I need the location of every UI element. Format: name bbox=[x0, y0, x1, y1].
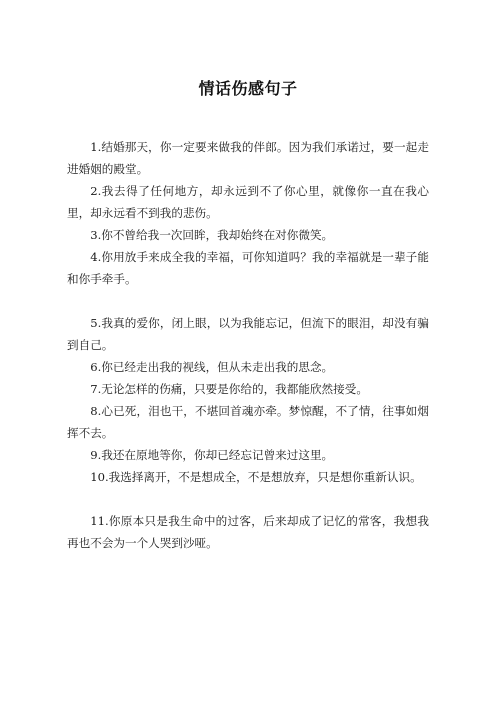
paragraph-11: 11.你原本只是我生命中的过客，后来却成了记忆的常客，我想我再也不会为一个人哭到沙哑。 bbox=[67, 514, 429, 550]
paragraph-3: 3.你不曾给我一次回眸，我却始终在对你微笑。 bbox=[90, 228, 334, 242]
document-body bbox=[67, 136, 429, 554]
paragraph-4: 4.你用放手来成全我的幸福，可你知道吗？我的幸福就是一辈子能和你手牵手。 bbox=[67, 250, 429, 286]
paragraph-8: 8.心已死，泪也干，不堪回首魂亦牵。梦惊醒，不了情，往事如烟挥不去。 bbox=[67, 404, 429, 440]
paragraph-spacer bbox=[67, 290, 429, 312]
paragraph-10: 10.我选择离开，不是想成全，不是想放弃，只是想你重新认识。 bbox=[90, 470, 422, 484]
paragraph-7: 7.无论怎样的伤痛，只要是你给的，我都能欣然接受。 bbox=[90, 382, 368, 396]
paragraph-9: 9.我还在原地等你，你却已经忘记曾来过这里。 bbox=[90, 448, 334, 462]
paragraph-1: 1.结婚那天，你一定要来做我的伴郎。因为我们承诺过，要一起走进婚姻的殿堂。 bbox=[67, 140, 429, 176]
paragraph-spacer bbox=[67, 488, 429, 510]
paragraph-2: 2.我去得了任何地方，却永远到不了你心里，就像你一直在我心里，却永远看不到我的悲伤。 bbox=[67, 184, 429, 220]
paragraph-6: 6.你已经走出我的视线，但从未走出我的思念。 bbox=[90, 360, 334, 374]
document-title: 情话伤感句子 bbox=[198, 79, 298, 98]
paragraph-5: 5.我真的爱你，闭上眼，以为我能忘记，但流下的眼泪，却没有骗到自己。 bbox=[67, 316, 429, 352]
